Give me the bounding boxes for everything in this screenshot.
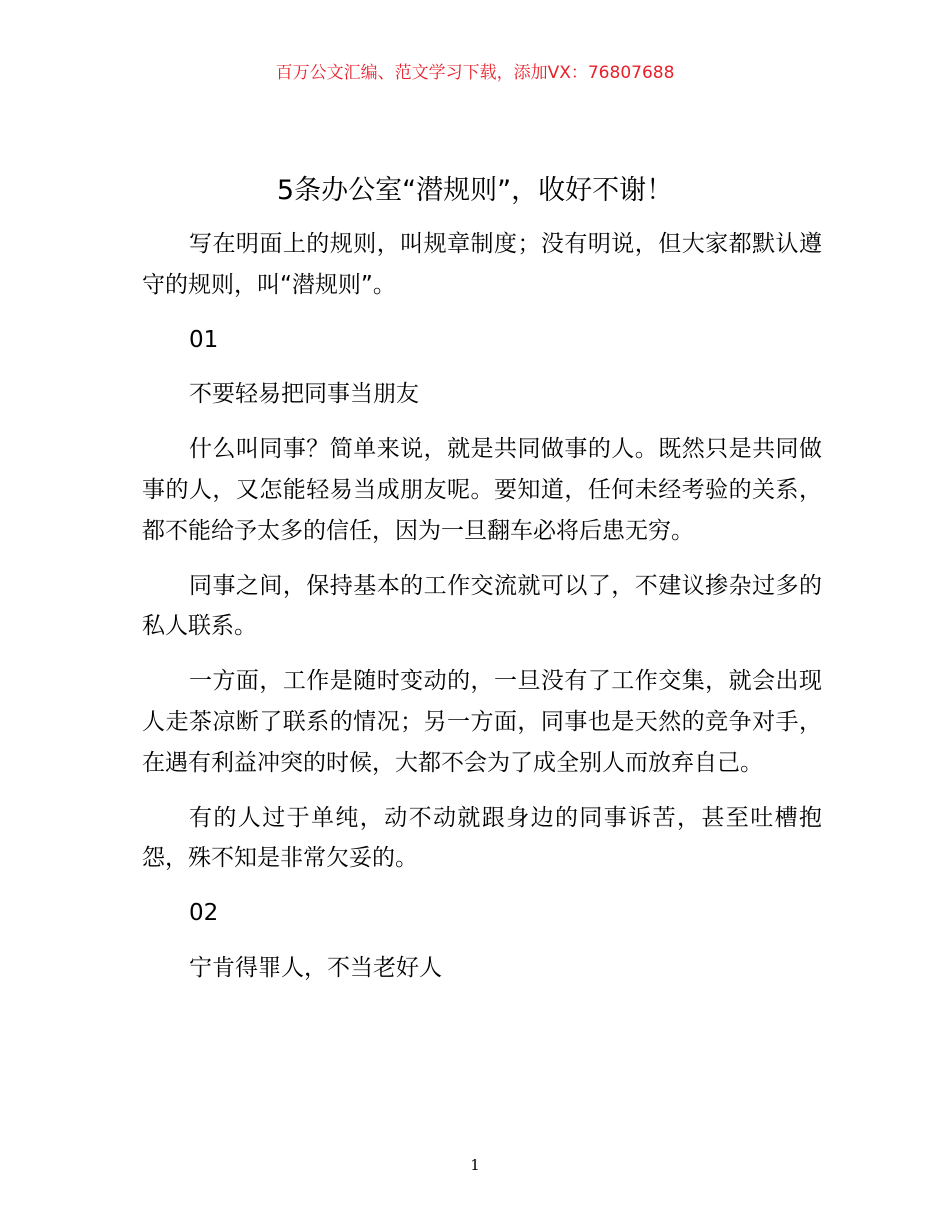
section-heading: 宁肯得罪人，不当老好人 [189, 954, 442, 981]
page-number: 1 [470, 1156, 480, 1174]
body-paragraph: 同事之间，保持基本的工作交流就可以了，不建议掺杂过多的私人联系。 [142, 572, 822, 640]
section-number: 01 [189, 326, 219, 353]
section-heading: 不要轻易把同事当朋友 [189, 381, 419, 408]
body-paragraph: 一方面，工作是随时变动的，一旦没有了工作交集，就会出现人走茶凉断了联系的情况；另一方面，同事也是天然的竞争对手，在遇有利益冲突的时候，大都不会为了成全别人而放弃自己。 [142, 668, 822, 776]
document-title: 5条办公室“潜规则”，收好不谢！ [276, 175, 674, 206]
body-paragraph: 什么叫同事？简单来说，就是共同做事的人。既然只是共同做事的人，又怎能轻易当成朋友呢。要知道，任何未经考验的关系，都不能给予太多的信任，因为一旦翻车必将后患无穷。 [142, 436, 822, 544]
promo-header: 百万公文汇编、范文学习下载，添加VX：76807688 [275, 63, 675, 83]
intro-paragraph: 写在明面上的规则，叫规章制度；没有明说，但大家都默认遵守的规则，叫“潜规则”。 [142, 231, 822, 298]
document-body [142, 224, 822, 1003]
section-number: 02 [189, 900, 219, 927]
body-paragraph: 有的人过于单纯，动不动就跟身边的同事诉苦，甚至吐槽抱怨，殊不知是非常欠妥的。 [142, 804, 822, 872]
